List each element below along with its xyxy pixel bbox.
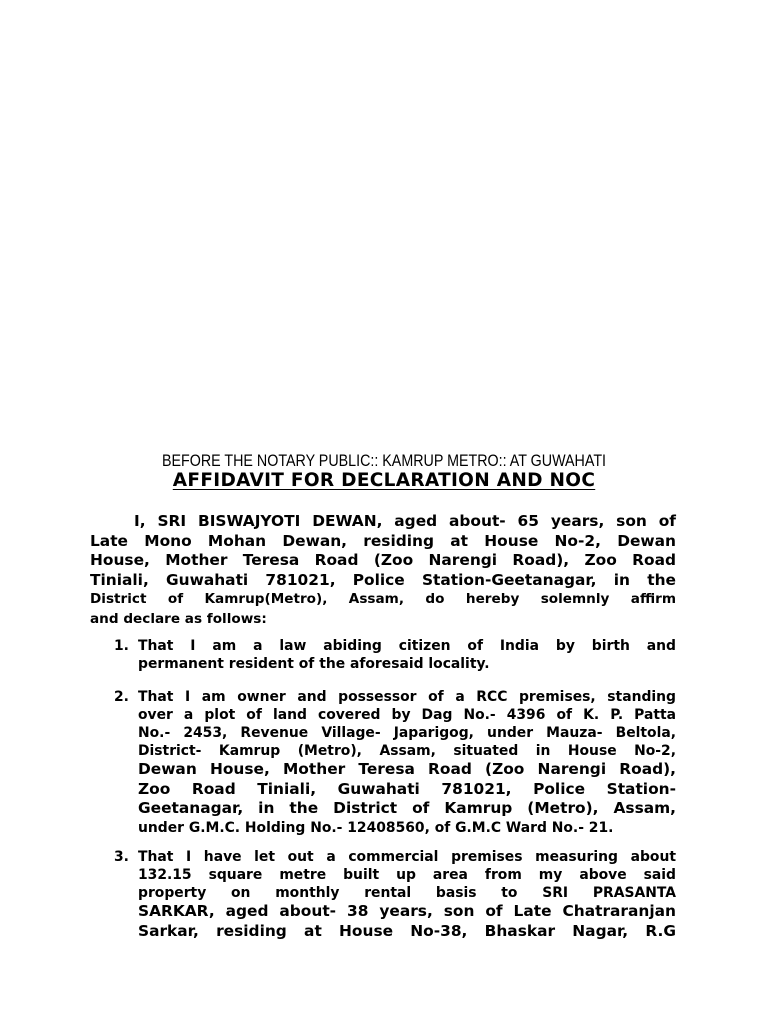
intro-paragraph (90, 512, 676, 630)
list-item-number: 2. (114, 689, 129, 705)
list-item-text (138, 637, 676, 673)
list-item-line: That I am a law abiding citizen of India by birth and (138, 638, 676, 654)
list-item-line: under G.M.C. Holding No.- 12408560, of G.M.C Ward No.- 21. (138, 819, 614, 836)
document-title (90, 470, 678, 491)
list-item-text (138, 848, 676, 941)
intro-line: District of Kamrup(Metro), Assam, do hereby solemnly affirm (90, 591, 676, 608)
document-title-text: AFFIDAVIT FOR DECLARATION AND NOC (172, 470, 596, 491)
intro-line: I, SRI BISWAJYOTI DEWAN, aged about- 65 years, son of (134, 512, 676, 530)
list-item-line: Zoo Road Tiniali, Guwahati 781021, Police Station- (138, 779, 676, 798)
intro-line: and declare as follows: (90, 610, 267, 627)
list-item-text (138, 688, 676, 837)
list-item-line: property on monthly rental basis to SRI PRASANTA (138, 885, 676, 901)
list-item-line: SARKAR, aged about- 38 years, son of Late Chatraranjan (138, 902, 676, 920)
list-item-number: 3. (114, 849, 129, 865)
list-item-line: over a plot of land covered by Dag No.- 4396 of K. P. Patta (138, 707, 676, 723)
list-item-line: That I have let out a commercial premises measuring about (138, 849, 676, 865)
intro-line: House, Mother Teresa Road (Zoo Narengi Road), Zoo Road (90, 551, 676, 570)
list-item-number: 1. (114, 638, 129, 654)
list-item-line: No.- 2453, Revenue Village- Japarigog, under Mauza- Beltola, (138, 725, 676, 741)
list-item-line: That I am owner and possessor of a RCC premises, standing (138, 689, 676, 705)
intro-line: Late Mono Mohan Dewan, residing at House No-2, Dewan (90, 531, 676, 550)
list-item-line: permanent resident of the aforesaid locality. (138, 656, 490, 672)
intro-line: Tiniali, Guwahati 781021, Police Station-Geetanagar, in the (90, 570, 676, 589)
list-item-line: Geetanagar, in the District of Kamrup (Metro), Assam, (138, 799, 676, 817)
list-item-line: Sarkar, residing at House No-38, Bhaskar Nagar, R.G (138, 921, 676, 940)
notary-header: BEFORE THE NOTARY PUBLIC:: KAMRUP METRO:: AT GUWAHATI (161, 451, 607, 470)
list-item-line: District- Kamrup (Metro), Assam, situated in House No-2, (138, 743, 676, 759)
list-item-line: 132.15 square metre built up area from my above said (138, 867, 676, 883)
list-item-line: Dewan House, Mother Teresa Road (Zoo Narengi Road), (138, 760, 676, 778)
